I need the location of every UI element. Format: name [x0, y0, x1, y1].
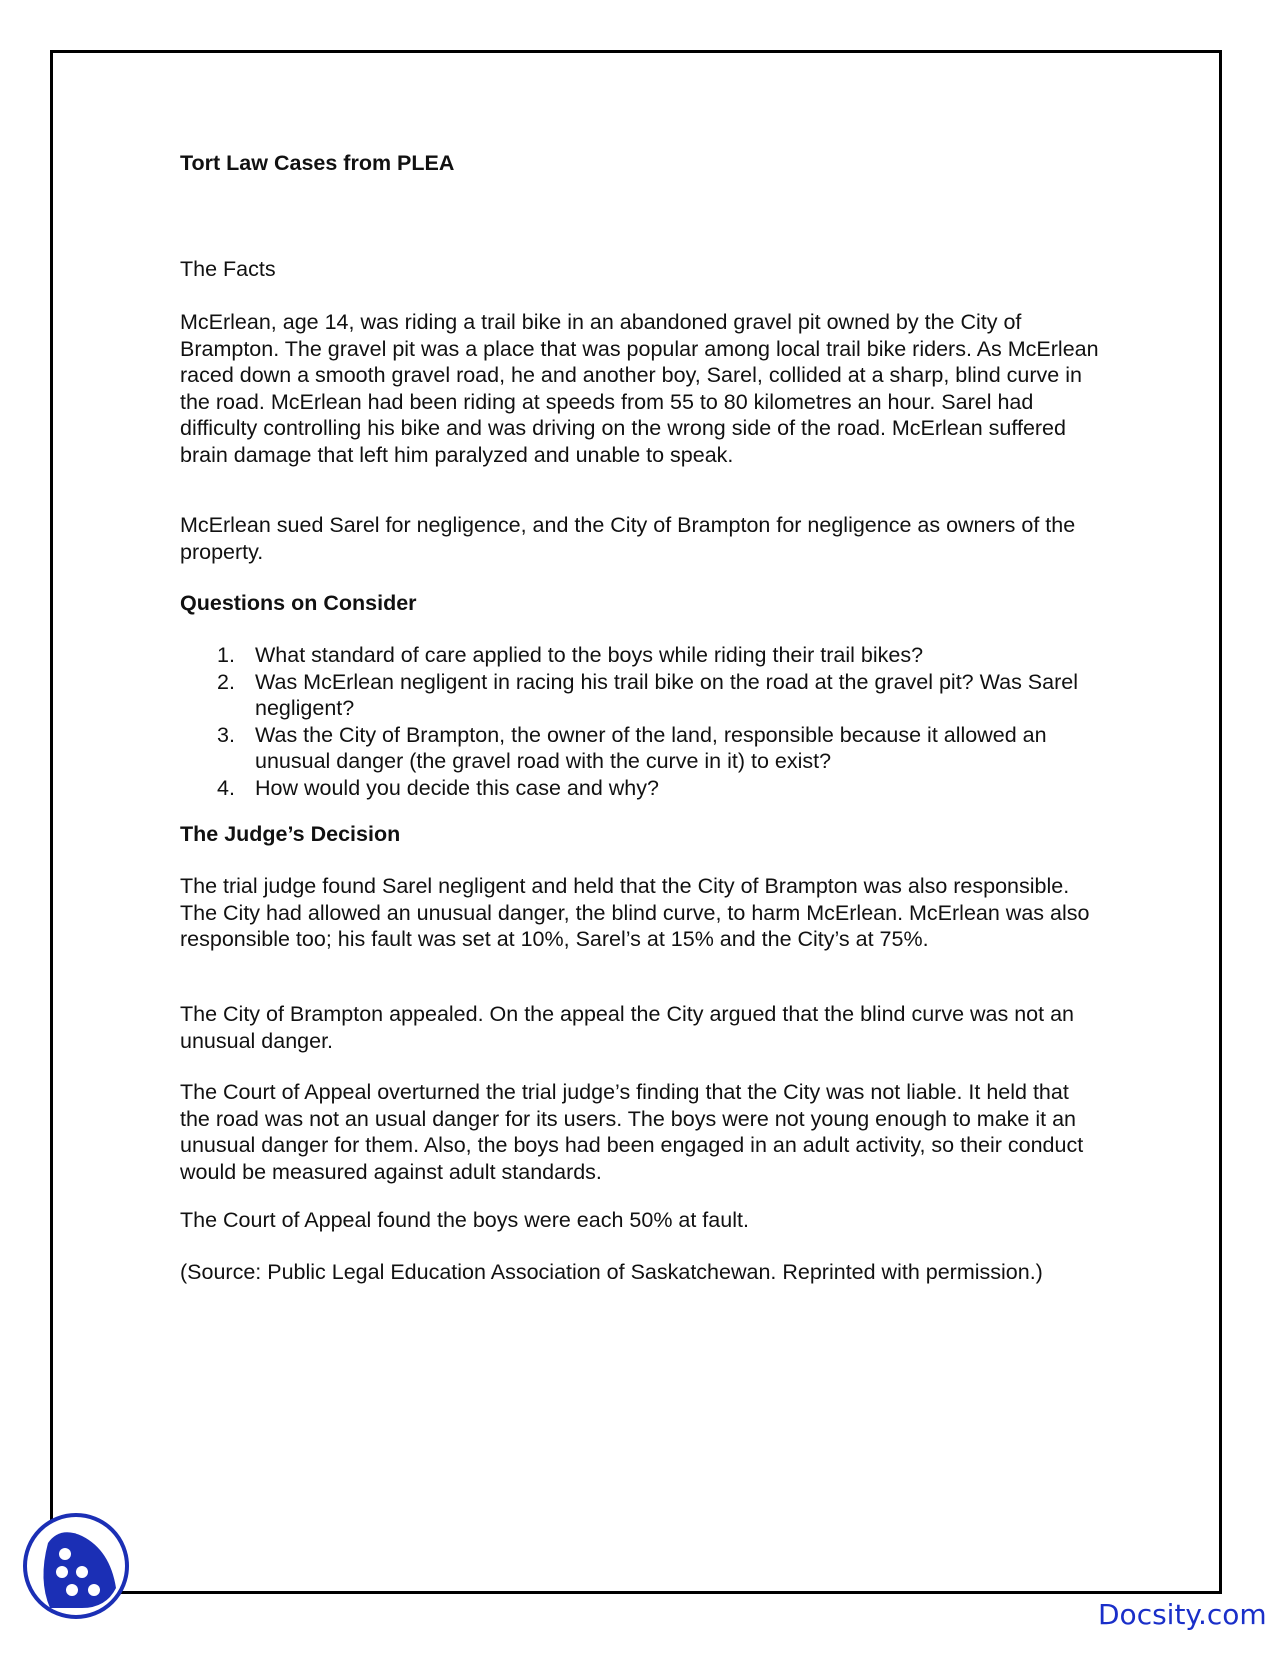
question-text: What standard of care applied to the boys while riding their trail bikes?	[255, 643, 924, 667]
questions-list	[180, 642, 1100, 801]
question-text: How would you decide this case and why?	[255, 775, 659, 800]
document-title: Tort Law Cases from PLEA	[180, 151, 455, 175]
docsity-logo-icon[interactable]	[20, 1510, 132, 1622]
decision-heading: The Judge’s Decision	[180, 822, 401, 846]
source-note: (Source: Public Legal Education Association of Saskatchewan. Reprinted with permission.)	[180, 1260, 1043, 1284]
question-text: Was McErlean negligent in racing his trail bike on the road at the gravel pit? Was Sarel negligent?	[255, 669, 1078, 720]
questions-heading: Questions on Consider	[180, 591, 417, 615]
facts-paragraph-2: McErlean sued Sarel for negligence, and the City of Brampton for negligence as owners of the property.	[180, 513, 1076, 564]
question-number: 4.	[217, 775, 235, 800]
list-item	[180, 669, 1100, 722]
decision-paragraph-1: The trial judge found Sarel negligent and held that the City of Brampton was also responsible. The City had allowed an unusual danger, the blind curve, to harm McErlean. McErlean was also responsible too; his fault was set at 10%, Sarel’s at 15% and the City’s at 75%.	[180, 874, 1090, 951]
question-text: Was the City of Brampton, the owner of the land, responsible because it allowed an unusual danger (the gravel road with the curve in it) to exist?	[255, 722, 1047, 773]
list-item	[180, 642, 1100, 669]
decision-paragraph-4: The Court of Appeal found the boys were each 50% at fault.	[180, 1208, 749, 1232]
decision-paragraph-3: The Court of Appeal overturned the trial judge’s finding that the City was not liable. It held that the road was not an usual danger for its users. The boys were not young enough to make it an unusual danger for them. Also, the boys had been engaged in an adult activity, so their conduct would be measured against adult standards.	[180, 1080, 1084, 1184]
question-number: 3.	[217, 722, 235, 747]
question-number: 2.	[217, 669, 235, 694]
docsity-watermark[interactable]: Docsity.com	[1098, 1598, 1267, 1631]
list-item	[180, 775, 1100, 802]
question-number: 1.	[217, 643, 235, 667]
decision-paragraph-2: The City of Brampton appealed. On the appeal the City argued that the blind curve was not an unusual danger.	[180, 1002, 1074, 1053]
facts-heading: The Facts	[180, 257, 276, 281]
facts-paragraph-1: McErlean, age 14, was riding a trail bike in an abandoned gravel pit owned by the City of Brampton. The gravel pit was a place that was popular among local trail bike riders. As McErlean raced down a smooth gravel road, he and another boy, Sarel, collided at a sharp, blind curve in the road. McErlean had been riding at speeds from 55 to 80 kilometres an hour. Sarel had difficulty controlling his bike and was driving on the wrong side of the road. McErlean suffered brain damage that left him paralyzed and unable to speak.	[180, 310, 1099, 467]
list-item	[180, 722, 1100, 775]
